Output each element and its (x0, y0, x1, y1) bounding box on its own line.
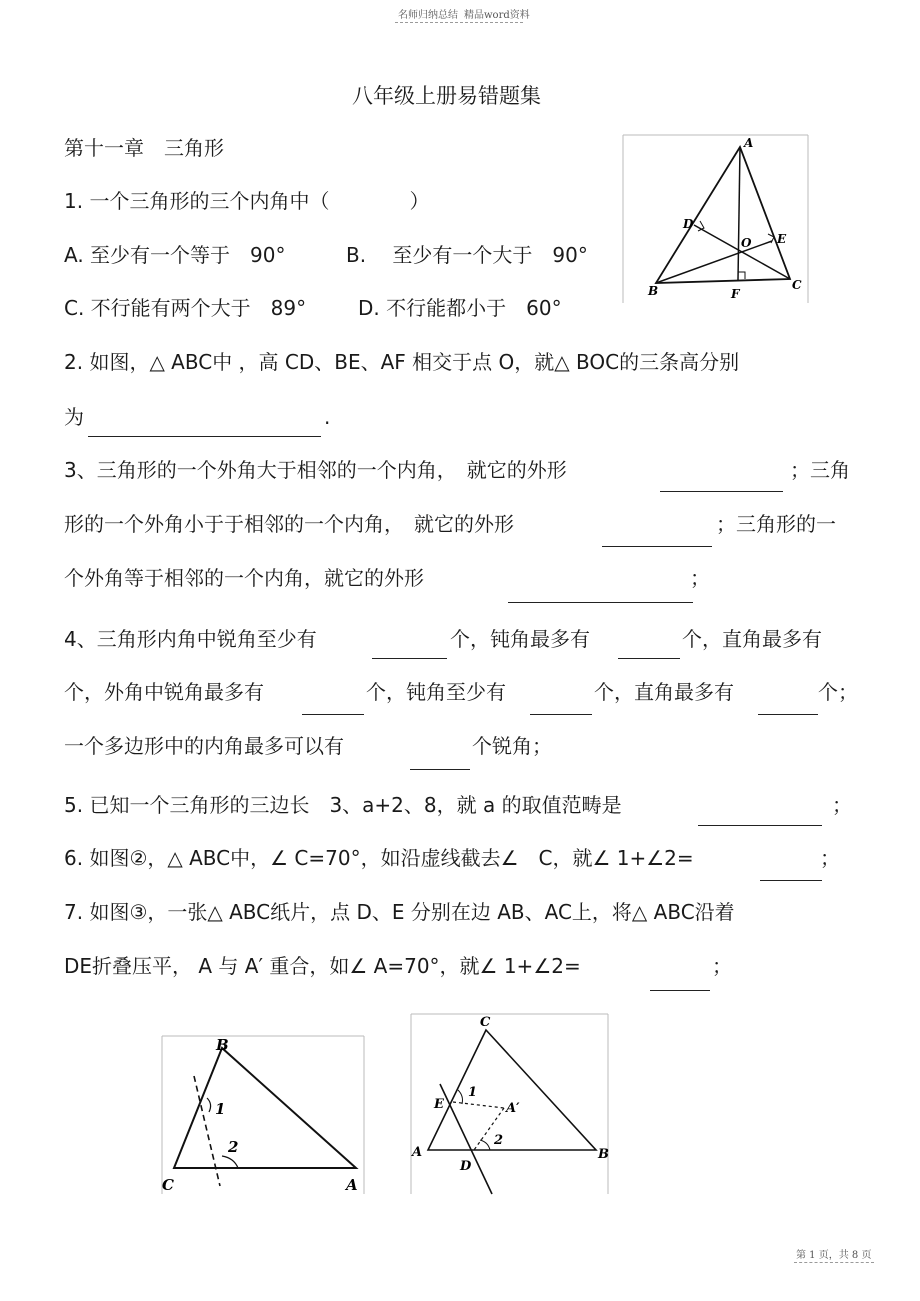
q4-line3-b: 个锐角； (472, 734, 552, 758)
fig1-label-f: F (731, 287, 740, 301)
fig3-angle-2: 2 (494, 1133, 504, 1148)
fig3-label-a-prime: A′ (506, 1101, 520, 1116)
figure-folded-triangle (408, 1012, 610, 1196)
figure-cut-corner (160, 1034, 366, 1196)
q3-line3: 个外角等于相邻的一个内角，就它的外形 (64, 566, 424, 590)
fig1-label-a: A (744, 136, 754, 150)
header-right: 精品word资料 (464, 10, 530, 21)
fig1-label-b: B (648, 284, 659, 298)
fig1-label-e: E (777, 232, 787, 246)
fig3-angle-1-arc (458, 1090, 463, 1104)
q4-line1-c: 个，直角最多有 (682, 627, 822, 651)
q6-text: 6. 如图②，△ ABC中，∠ C=70°，如沿虚线截去∠ C，就∠ 1+∠2= (64, 846, 694, 870)
chapter-heading: 第十一章 三角形 (64, 136, 224, 160)
q3-line1: 3、三角形的一个外角大于相邻的一个内角， 就它的外形 (64, 458, 567, 482)
q4-line2-b: 个，钝角至少有 (366, 680, 506, 704)
q4-blank-1[interactable] (372, 658, 447, 659)
q4-blank-6[interactable] (410, 769, 470, 770)
q4-blank-4[interactable] (530, 714, 592, 715)
q1-stem: 1. 一个三角形的三个内角中（ ） (64, 189, 430, 213)
q7-line2: DE折叠压平， A 与 A′ 重合，如∠ A=70°，就∠ 1+∠2= (64, 954, 581, 978)
folded-edge-ea (453, 1102, 504, 1108)
angle-2-arc (222, 1156, 238, 1168)
q6-end: ； (820, 846, 840, 870)
q7-line1: 7. 如图③，一张△ ABC纸片，点 D、E 分别在边 AB、AC上，将△ ABC沿着 (64, 900, 735, 924)
triangle-abc (656, 147, 790, 283)
q4-blank-2[interactable] (618, 658, 680, 659)
fig3-angle-1: 1 (468, 1085, 478, 1100)
q4-line1-a: 4、三角形内角中锐角至少有 (64, 627, 317, 651)
page-title: 八年级上册易错题集 (352, 84, 541, 108)
fig2-label-c: C (162, 1176, 174, 1194)
q5-end: ； (832, 793, 852, 817)
q3-line3-end: ； (690, 566, 710, 590)
q6-answer-blank[interactable] (760, 880, 822, 881)
q7-answer-blank[interactable] (650, 990, 710, 991)
fig3-label-c: C (480, 1015, 491, 1030)
q1-option-d: D. 不行能都小于 60° (358, 296, 562, 320)
fig2-angle-1: 1 (215, 1100, 226, 1118)
q4-line2-c: 个，直角最多有 (594, 680, 734, 704)
right-angle-mark-f (738, 272, 745, 279)
figure-triangle-altitudes (622, 133, 810, 305)
q3-blank-1[interactable] (660, 491, 783, 492)
fig3-angle-2-arc (480, 1140, 490, 1150)
q2-answer-blank[interactable] (88, 436, 321, 437)
fig1-label-d: D (683, 217, 694, 231)
q1-option-b: B. 至少有一个大于 90° (346, 243, 588, 267)
q4-blank-5[interactable] (758, 714, 818, 715)
q2-line2-suffix: . (324, 405, 331, 429)
header-divider (395, 22, 523, 23)
q2-line2-prefix: 为 (64, 405, 84, 429)
angle-1-arc (207, 1098, 211, 1112)
fig1-label-o: O (741, 236, 752, 250)
fig3-label-b: B (598, 1147, 609, 1162)
q2-line1: 2. 如图，△ ABC中 ，高 CD、BE、AF 相交于点 O，就△ BOC的三条高分别 (64, 350, 740, 374)
fig1-label-c: C (792, 278, 802, 292)
altitude-be (656, 241, 772, 283)
cut-line (194, 1076, 220, 1186)
page-number: 第 1 页，共 8 页 (796, 1250, 872, 1261)
footer-divider (794, 1262, 874, 1263)
q3-line2: 形的一个外角小于于相邻的一个内角， 就它的外形 (64, 512, 514, 536)
q4-line2-a: 个，外角中锐角最多有 (64, 680, 264, 704)
q3-blank-3[interactable] (508, 602, 693, 603)
q1-option-c: C. 不行能有两个大于 89° (64, 296, 307, 320)
fig3-label-a: A (412, 1145, 423, 1160)
q4-line2-d: 个； (818, 680, 858, 704)
q4-line1-b: 个，钝角最多有 (450, 627, 590, 651)
fig3-label-d: D (460, 1159, 472, 1174)
fig2-label-b: B (216, 1036, 229, 1054)
fig2-label-a: A (346, 1176, 358, 1194)
header-left: 名师归纳总结 (398, 10, 458, 21)
fig2-angle-2: 2 (228, 1138, 239, 1156)
altitude-af (738, 147, 740, 280)
triangle-abc-fig3 (428, 1030, 596, 1150)
fold-line-de (440, 1084, 492, 1194)
q7-end: ； (712, 954, 732, 978)
q5-answer-blank[interactable] (698, 825, 822, 826)
q3-line2-end: ；三角形的一 (716, 512, 836, 536)
q3-blank-2[interactable] (602, 546, 712, 547)
q1-option-a: A. 至少有一个等于 90° (64, 243, 286, 267)
q3-line1-end: ；三角 (790, 458, 850, 482)
q4-line3-a: 一个多边形中的内角最多可以有 (64, 734, 344, 758)
altitude-cd (694, 225, 790, 279)
fig3-label-e: E (434, 1097, 444, 1112)
q4-blank-3[interactable] (302, 714, 364, 715)
q5-text: 5. 已知一个三角形的三边长 3、a+2、8，就 a 的取值范畴是 (64, 793, 622, 817)
